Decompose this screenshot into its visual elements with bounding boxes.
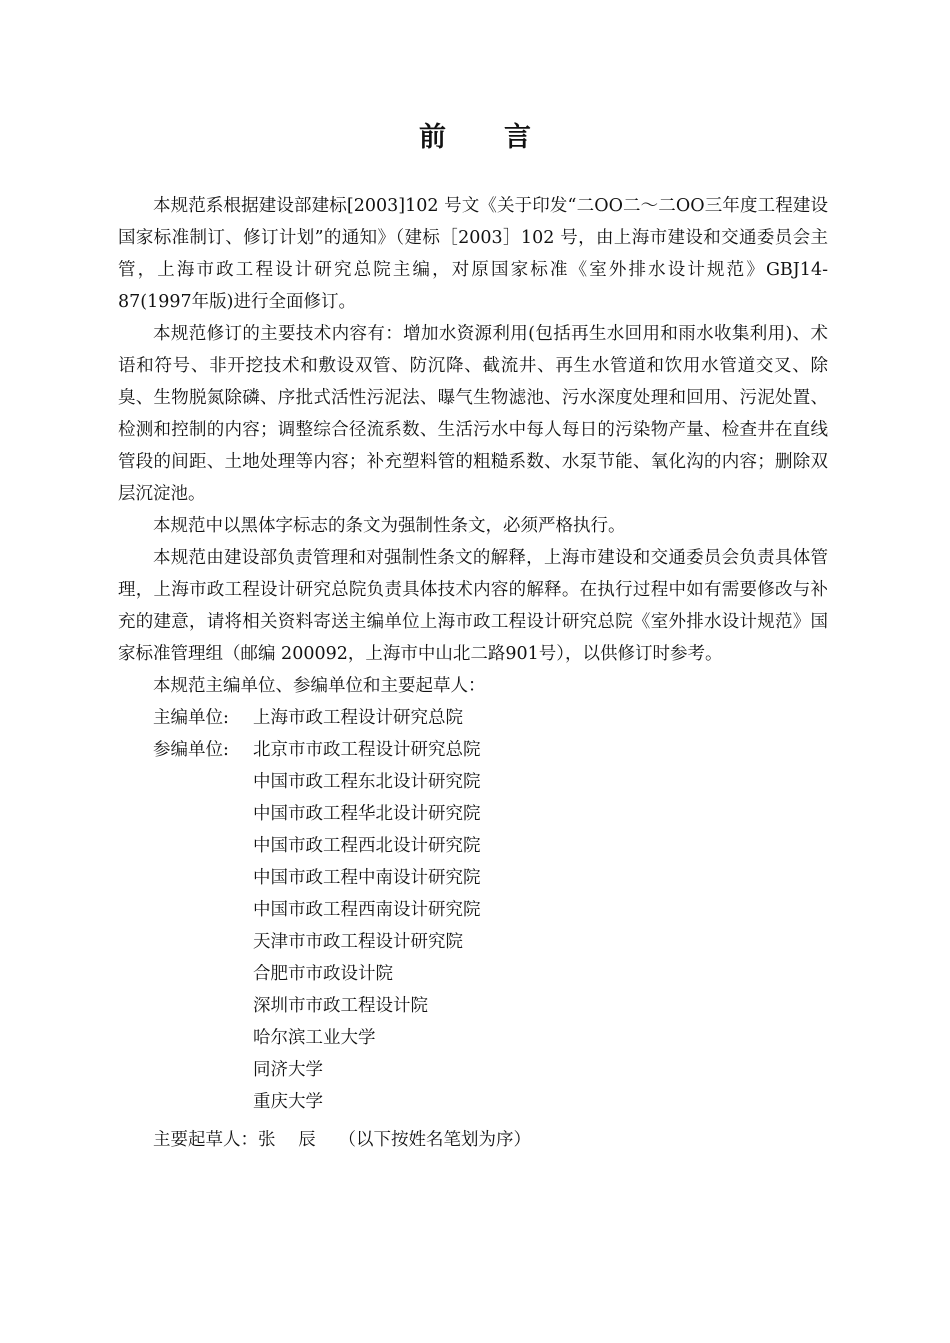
page-title: 前言 [419, 122, 589, 153]
paragraph-revision-basis: 本规范系根据建设部建标[2003]102 号文《关于印发“二OO二～二OO三年度工程建设国家标准制订、修订计划”的通知》（建标［2003］102 号，由上海市建设和交通委员会主管，上海市政工程设计研究总院主编，对原国家标准《室外排水设计规范》GBJ14-87(1997年版)进行全面修订。 [118, 196, 828, 312]
chief-unit-label: 主编单位: [153, 708, 229, 728]
participating-units-label: 参编单位: [153, 740, 229, 760]
participating-unit: 合肥市市政设计院 [253, 964, 393, 984]
participating-units-list [118, 766, 828, 1118]
paragraph-technical-content: 本规范修订的主要技术内容有：增加水资源利用(包括再生水回用和雨水收集利用)、术语和符号、非开挖技术和敷设双管、防沉降、截流井、再生水管道和饮用水管道交叉、除臭、生物脱氮除磷、序批式活性污泥法、曝气生物滤池、污水深度处理和回用、污泥处置、检测和控制的内容；调整综合径流系数、生活污水中每人每日的污染物产量、检查井在直线管段的间距、土地处理等内容；补充塑料管的粗糙系数、水泵节能、氧化沟的内容；删除双层沉淀池。 [118, 324, 828, 504]
drafters-note: （以下按姓名笔划为序） [338, 1130, 531, 1150]
participating-unit: 天津市市政工程设计研究院 [253, 932, 463, 952]
drafters-row [118, 1124, 828, 1156]
participating-unit: 同济大学 [253, 1060, 323, 1080]
chief-unit-value: 上海市政工程设计研究总院 [253, 708, 463, 728]
preface-body [118, 190, 828, 1156]
paragraph-units-intro: 本规范主编单位、参编单位和主要起草人： [153, 676, 486, 696]
participating-unit: 中国市政工程华北设计研究院 [253, 804, 481, 824]
participating-unit: 哈尔滨工业大学 [253, 1028, 376, 1048]
participating-unit: 深圳市市政工程设计院 [253, 996, 428, 1016]
participating-unit: 重庆大学 [253, 1092, 323, 1112]
drafters-name: 张辰 [258, 1130, 339, 1150]
participating-unit: 中国市政工程西北设计研究院 [253, 836, 481, 856]
participating-units-row [118, 734, 828, 766]
paragraph-mandatory-clauses: 本规范中以黑体字标志的条文为强制性条文，必须严格执行。 [153, 516, 626, 536]
participating-unit: 中国市政工程西南设计研究院 [253, 900, 481, 920]
participating-unit-first: 北京市市政工程设计研究总院 [253, 740, 481, 760]
paragraph-management: 本规范由建设部负责管理和对强制性条文的解释，上海市建设和交通委员会负责具体管理，上海市政工程设计研究总院负责具体技术内容的解释。在执行过程中如有需要修改与补充的建意，请将相关资料寄送主编单位上海市政工程设计研究总院《室外排水设计规范》国家标准管理组（邮编 200092，上海市中山北二路901号），以供修订时参考。 [118, 548, 828, 664]
participating-unit: 中国市政工程中南设计研究院 [253, 868, 481, 888]
drafters-label: 主要起草人： [153, 1130, 258, 1150]
chief-unit-row [118, 702, 828, 734]
participating-unit: 中国市政工程东北设计研究院 [253, 772, 481, 792]
